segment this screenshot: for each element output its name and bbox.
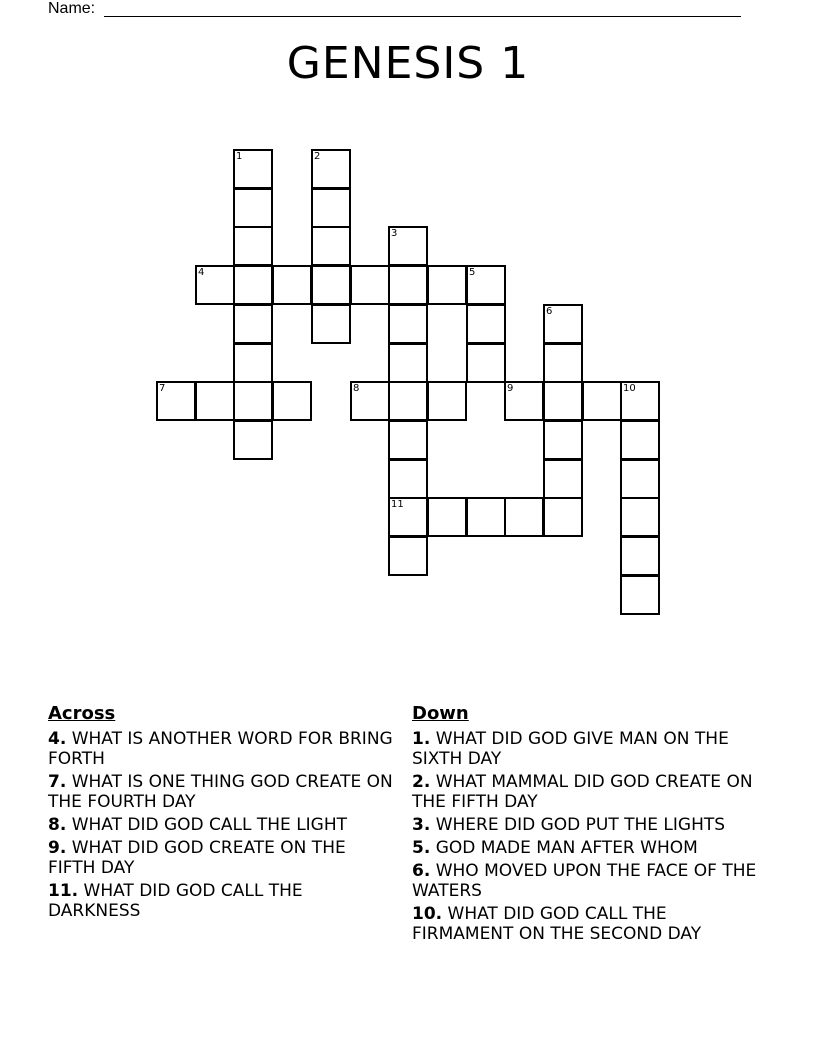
clue-text: WHAT MAMMAL DID GOD CREATE ON THE FIFTH DAY xyxy=(412,772,753,812)
across-heading: Across xyxy=(48,703,116,724)
crossword-cell[interactable] xyxy=(388,265,428,305)
cell-number: 5 xyxy=(469,267,476,278)
cell-number: 11 xyxy=(391,499,404,510)
crossword-cell[interactable] xyxy=(543,420,583,460)
crossword-cell[interactable] xyxy=(388,536,428,576)
crossword-cell[interactable] xyxy=(311,226,351,266)
clue-number: 10. xyxy=(412,904,443,924)
crossword-cell[interactable] xyxy=(620,497,660,537)
crossword-cell[interactable] xyxy=(620,381,660,421)
clue-down-6 xyxy=(412,861,762,901)
clue-number: 5. xyxy=(412,838,431,858)
down-heading: Down xyxy=(412,703,469,724)
name-label: Name: xyxy=(48,0,96,17)
crossword-cell[interactable] xyxy=(233,343,273,383)
crossword-cell[interactable] xyxy=(427,497,467,537)
clue-down-10 xyxy=(412,904,762,944)
clue-across-8 xyxy=(48,815,393,835)
cell-number: 4 xyxy=(198,267,205,278)
crossword-cell[interactable] xyxy=(388,304,428,344)
crossword-cell[interactable] xyxy=(620,536,660,576)
crossword-cell[interactable] xyxy=(543,497,583,537)
clue-text: WHAT DID GOD CALL THE LIGHT xyxy=(71,815,348,835)
crossword-cell[interactable] xyxy=(582,381,622,421)
clue-across-11 xyxy=(48,881,393,921)
crossword-cell[interactable] xyxy=(388,497,428,537)
clue-number: 9. xyxy=(48,838,67,858)
crossword-cell[interactable] xyxy=(233,226,273,266)
crossword-cell[interactable] xyxy=(543,343,583,383)
crossword-cell[interactable] xyxy=(466,343,506,383)
crossword-cell[interactable] xyxy=(233,188,273,228)
clue-text: WHAT IS ONE THING GOD CREATE ON THE FOURTH DAY xyxy=(48,772,393,812)
cell-number: 6 xyxy=(546,306,553,317)
crossword-cell[interactable] xyxy=(543,459,583,499)
clue-number: 6. xyxy=(412,861,431,881)
crossword-cell[interactable] xyxy=(272,381,312,421)
cell-number: 2 xyxy=(314,151,321,162)
crossword-cell[interactable] xyxy=(388,381,428,421)
clue-text: WHO MOVED UPON THE FACE OF THE WATERS xyxy=(412,861,757,901)
crossword-cell[interactable] xyxy=(543,381,583,421)
crossword-cell[interactable] xyxy=(233,149,273,189)
crossword-cell[interactable] xyxy=(195,265,235,305)
clue-number: 3. xyxy=(412,815,431,835)
crossword-cell[interactable] xyxy=(388,420,428,460)
clue-number: 1. xyxy=(412,729,431,749)
crossword-cell[interactable] xyxy=(233,420,273,460)
crossword-cell[interactable] xyxy=(427,265,467,305)
clue-number: 2. xyxy=(412,772,431,792)
clue-text: GOD MADE MAN AFTER WHOM xyxy=(435,838,698,858)
crossword-cell[interactable] xyxy=(620,459,660,499)
crossword-cell[interactable] xyxy=(388,343,428,383)
clue-text: WHAT DID GOD CREATE ON THE FIFTH DAY xyxy=(48,838,346,878)
crossword-cell[interactable] xyxy=(350,265,390,305)
crossword-cell[interactable] xyxy=(156,381,196,421)
crossword-cell[interactable] xyxy=(195,381,235,421)
clue-text: WHAT DID GOD GIVE MAN ON THE SIXTH DAY xyxy=(412,729,729,769)
crossword-cell[interactable] xyxy=(272,265,312,305)
crossword-cell[interactable] xyxy=(543,304,583,344)
crossword-cell[interactable] xyxy=(311,188,351,228)
clue-text: WHAT DID GOD CALL THE DARKNESS xyxy=(48,881,303,921)
crossword-cell[interactable] xyxy=(350,381,390,421)
clue-number: 4. xyxy=(48,729,67,749)
crossword-cell[interactable] xyxy=(311,265,351,305)
crossword-cell[interactable] xyxy=(466,497,506,537)
cell-number: 3 xyxy=(391,228,398,239)
cell-number: 7 xyxy=(159,383,166,394)
across-clues xyxy=(48,703,393,924)
clue-text: WHAT IS ANOTHER WORD FOR BRING FORTH xyxy=(48,729,393,769)
clue-down-3 xyxy=(412,815,762,835)
crossword-cell[interactable] xyxy=(388,459,428,499)
cell-number: 8 xyxy=(353,383,360,394)
clue-text: WHERE DID GOD PUT THE LIGHTS xyxy=(435,815,726,835)
clue-down-2 xyxy=(412,772,762,812)
clue-number: 7. xyxy=(48,772,67,792)
crossword-cell[interactable] xyxy=(311,304,351,344)
cell-number: 1 xyxy=(236,151,243,162)
crossword-cell[interactable] xyxy=(388,226,428,266)
clue-number: 8. xyxy=(48,815,67,835)
clue-across-7 xyxy=(48,772,393,812)
clue-down-5 xyxy=(412,838,762,858)
cell-number: 9 xyxy=(507,383,514,394)
clue-across-4 xyxy=(48,729,393,769)
crossword-cell[interactable] xyxy=(233,381,273,421)
clue-text: WHAT DID GOD CALL THE FIRMAMENT ON THE SECOND DAY xyxy=(412,904,702,944)
down-clues xyxy=(412,703,762,947)
crossword-cell[interactable] xyxy=(233,304,273,344)
clue-across-9 xyxy=(48,838,393,878)
crossword-cell[interactable] xyxy=(620,420,660,460)
cell-number: 10 xyxy=(623,383,636,394)
crossword-cell[interactable] xyxy=(466,304,506,344)
crossword-cell[interactable] xyxy=(311,149,351,189)
clue-number: 11. xyxy=(48,881,79,901)
crossword-cell[interactable] xyxy=(504,497,544,537)
crossword-cell[interactable] xyxy=(620,575,660,615)
crossword-cell[interactable] xyxy=(233,265,273,305)
crossword-cell[interactable] xyxy=(427,381,467,421)
page-title: GENESIS 1 xyxy=(286,38,530,89)
clue-down-1 xyxy=(412,729,762,769)
crossword-cell[interactable] xyxy=(504,381,544,421)
crossword-cell[interactable] xyxy=(466,265,506,305)
